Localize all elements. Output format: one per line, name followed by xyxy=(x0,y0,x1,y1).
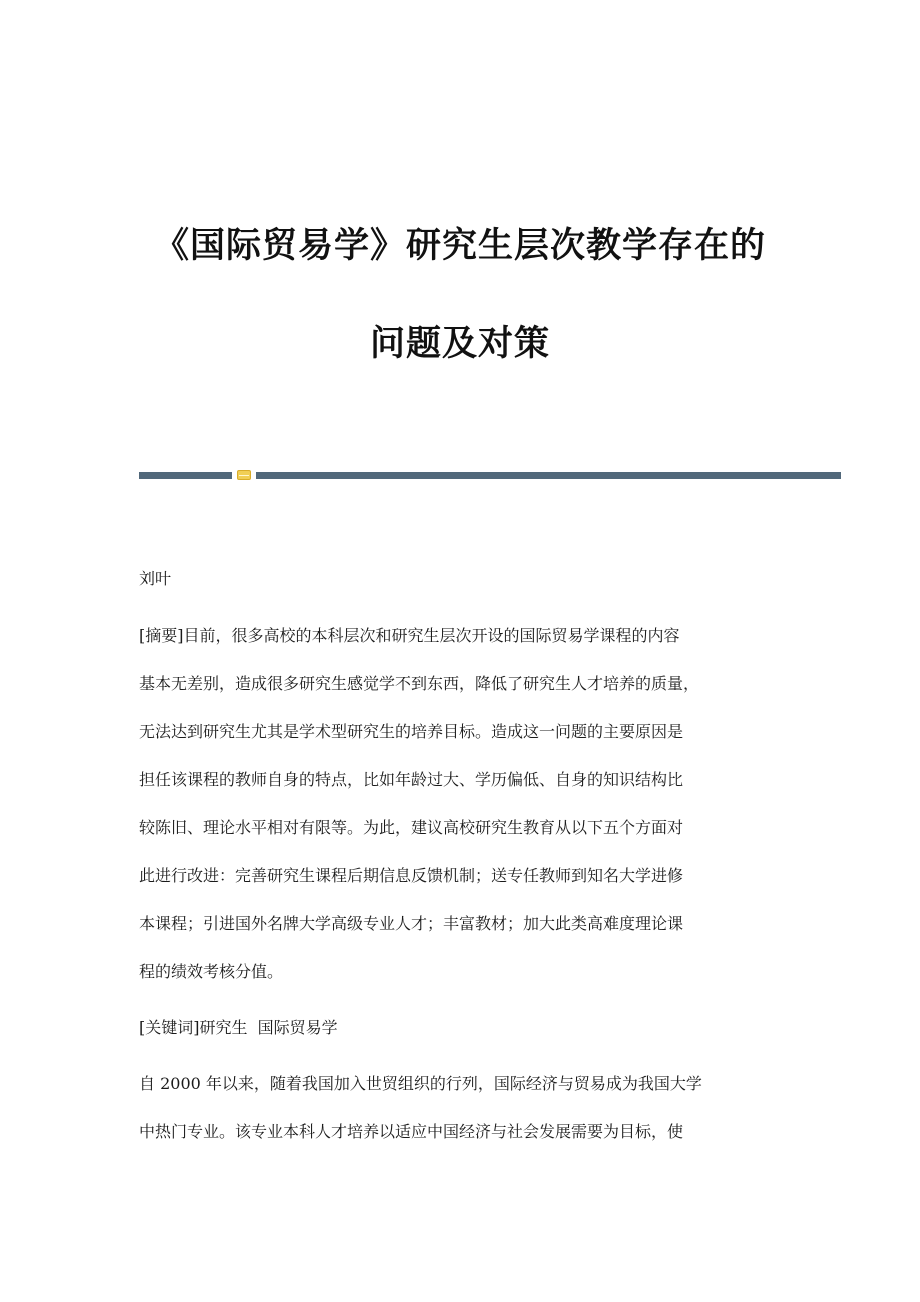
title-divider xyxy=(139,470,841,480)
abstract-paragraph xyxy=(139,622,789,1006)
abstract-line: 本课程；引进国外名牌大学高级专业人才；丰富教材；加大此类高难度理论课 xyxy=(139,914,684,933)
document-title-line-2: 问题及对策 xyxy=(369,324,550,364)
abstract-line: 此进行改进：完善研究生课程后期信息反馈机制；送专任教师到知名大学进修 xyxy=(139,866,684,885)
abstract-line: [摘要]目前，很多高校的本科层次和研究生层次开设的国际贸易学课程的内容 xyxy=(139,626,680,645)
abstract-line: 程的绩效考核分值。 xyxy=(139,962,284,981)
body-paragraph xyxy=(139,1070,789,1166)
abstract-line: 较陈旧、理论水平相对有限等。为此，建议高校研究生教育从以下五个方面对 xyxy=(139,818,684,837)
author-name: 刘叶 xyxy=(139,569,172,588)
divider-ornament-icon xyxy=(237,470,251,480)
abstract-line: 无法达到研究生尤其是学术型研究生的培养目标。造成这一问题的主要原因是 xyxy=(139,722,684,741)
divider-bar-left xyxy=(139,472,232,479)
body-line: 自 2000 年以来，随着我国加入世贸组织的行列，国际经济与贸易成为我国大学 xyxy=(139,1074,702,1093)
document-title-line-1: 《国际贸易学》研究生层次教学存在的 xyxy=(153,226,766,266)
keywords-line: [关键词]研究生 国际贸易学 xyxy=(139,1018,338,1037)
abstract-line: 担任该课程的教师自身的特点，比如年龄过大、学历偏低、自身的知识结构比 xyxy=(139,770,684,789)
divider-bar-right xyxy=(256,472,841,479)
keywords-paragraph xyxy=(139,1014,789,1062)
body-line: 中热门专业。该专业本科人才培养以适应中国经济与社会发展需要为目标，使 xyxy=(139,1122,684,1141)
abstract-line: 基本无差别，造成很多研究生感觉学不到东西，降低了研究生人才培养的质量， xyxy=(139,674,700,693)
